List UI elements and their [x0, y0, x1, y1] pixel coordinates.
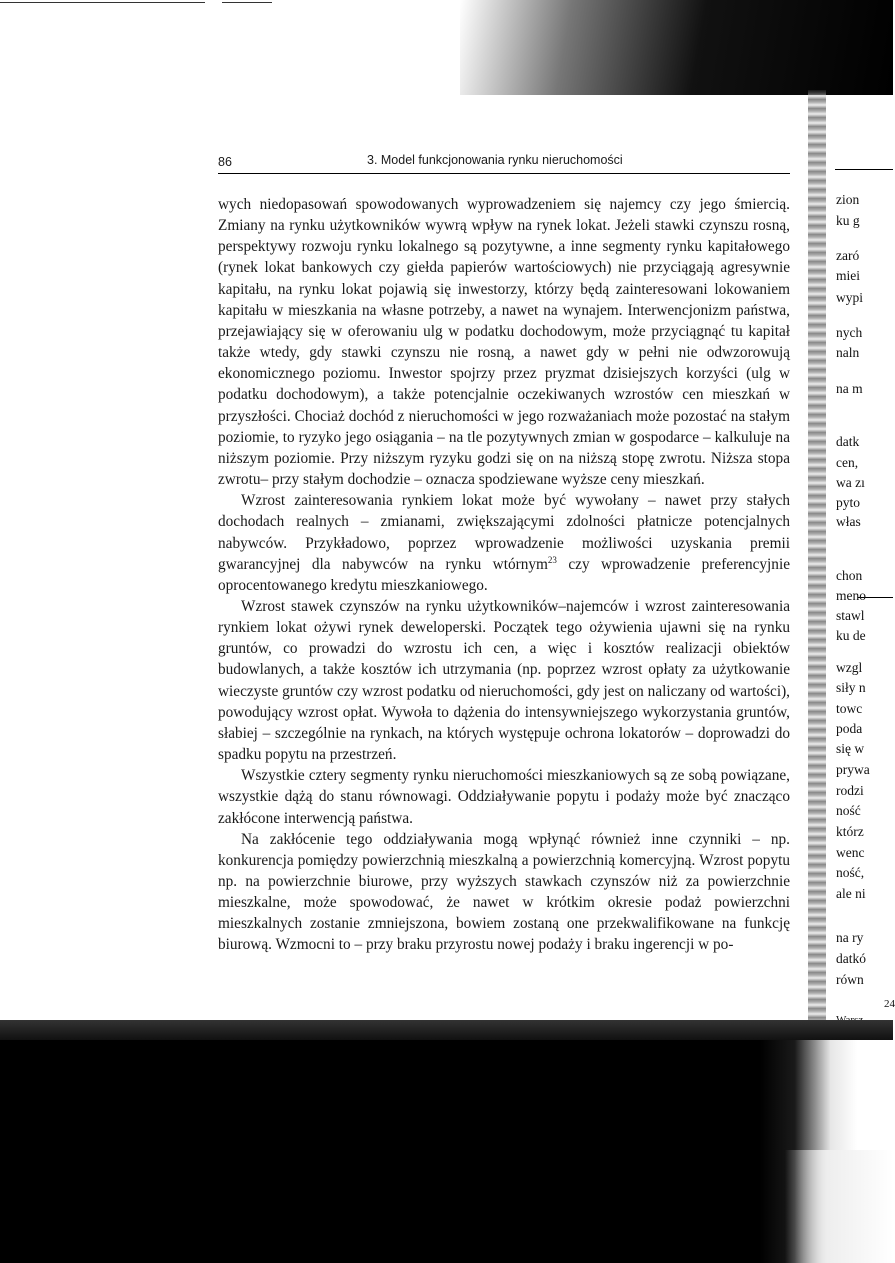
right-page-line: cen,: [836, 455, 859, 470]
right-page-line: siły n: [836, 680, 866, 695]
paragraph: Wzrost stawek czynszów na rynku użytkowników–najemców i wzrost zainteresowania rynkiem lokat ożywi rynek deweloperski. Początek tego ożywienia ujawni się na rynku gruntów, co prowadzi do wzrostu ich cen, a więc i kosztów realizacji obiektów budowlanych, a także kosztów ich utrzymania (np. poprzez wzrost opłaty za użytkowanie wieczyste gruntów czy wzrost podatku od nieruchomości, gdy jest on naliczany od wartości), powodujący wzrost opłat. Wywoła to dążenia do intensywniejszego wykorzystania gruntów, słabiej – szczególnie na rynkach, na których występuje ochrona lokatorów – doprowadzi do spadku popytu na przestrzeń.: [218, 597, 790, 764]
right-page-line: wzgl: [836, 660, 863, 675]
right-page-line: ność,: [836, 865, 865, 880]
right-page-line: naln: [836, 345, 860, 360]
paragraph: Na zakłócenie tego oddziaływania mogą wpłynąć również inne czynniki – np. konkurencja pomiędzy powierzchnią mieszkalną a powierzchnią komercyjną. Wzrost popytu np. na powierzchnie biurowe, przy wyższych stawkach czynszów niż za powierzchnie mieszkalne, może spowodować, że nawet w krótkim okresie podaż powierzchni mieszkalnych zostanie zmniejszona, bowiem zostaną one przekwalifikowane na funkcję biurową. Wzmocni to – przy braku przyrostu nowej podaży i braku ingerencji w po-: [218, 830, 790, 954]
paragraph: wych niedopasowań spowodowanych wyprowadzeniem się najemcy czy jego śmiercią. Zmiany na rynku użytkowników wywrą wpływ na rynek lokat. Jeżeli stawki czynszu rosną, perspektywy rozwoju rynku lokalnego są pozytywne, a inne segmenty rynku kapitałowego (rynek lokat bankowych czy giełda papierów wartościowych) nie przyciągają agresywnie kapitału, na rynku lokat pojawią się inwestorzy, którzy będą zainteresowani lokowaniem kapitału w mieszkania na własne potrzeby, a nawet na wynajem. Interwencjonizm państwa, przejawiający się w oferowaniu ulg w podatku dochodowym, może przyciągnąć tu kapitał także wtedy, gdy stawki czynszu nie rosną, a nawet gdy w pełni nie odwzorowują ekonomicznego poziomu. Inwestor spojrzy przez pryzmat dzisiejszych korzyści (ulg w podatku dochodowym), a także potencjalnie oczekiwanych wzrostów cen mieszkań w przyszłości. Chociaż dochód z nieruchomości w jego rozważaniach może pozostać na stałym poziomie, to ryzyko jego osiągania – na tle pozytywnych zmian w gospodarce – kalkuluje na niższym poziomie. Przy niższym ryzyku godzi się on na niższą stopę zwrotu. Niższa stopa zwrotu– przy stałym dochodzie – oznacza spodziewane wyższe ceny mieszkań.: [218, 196, 790, 489]
right-page-line: wenc: [836, 845, 865, 860]
paragraph-text: czy wprowadzenie preferencyjnie oprocentowanego kredytu mieszkaniowego.: [218, 555, 790, 594]
right-page-line: równ: [836, 972, 864, 987]
scan-shadow-top: [460, 0, 893, 95]
right-page-line: datkó: [836, 951, 866, 966]
right-page-line: się w: [836, 741, 865, 756]
right-page-line: ność: [836, 803, 861, 818]
right-page-line: towc: [836, 701, 863, 716]
right-page-line: włas: [836, 514, 861, 529]
right-page-line: wa zı: [836, 475, 865, 490]
page-number: 86: [218, 155, 232, 169]
footnote-ref[interactable]: 23: [547, 554, 557, 565]
right-page-line: nych: [836, 325, 863, 340]
header-rule: [218, 173, 790, 174]
right-page-line: ku g: [836, 213, 860, 228]
right-page-line: zion: [836, 192, 860, 207]
right-page-line: chon: [836, 568, 863, 583]
scan-edge-line: [222, 2, 272, 3]
right-page-line: poda: [836, 721, 863, 736]
right-page-line: na ry: [836, 930, 864, 945]
right-page-line: miei: [836, 268, 860, 283]
paragraph: [218, 490, 790, 596]
scan-edge-line: [0, 2, 205, 3]
book-gutter: [808, 90, 826, 1030]
right-page-line: wypi: [836, 290, 863, 305]
right-page-footnote-number: 24: [884, 998, 895, 1010]
right-page-line: ale ni: [836, 886, 866, 901]
right-page-line: stawl: [836, 608, 865, 623]
running-title: 3. Model funkcjonowania rynku nieruchomości: [367, 153, 623, 167]
right-page-line: prywa: [836, 762, 870, 777]
book-page: [218, 150, 790, 954]
scan-light-corner: [785, 1150, 893, 1263]
right-page-line: pyto: [836, 495, 861, 510]
body-text: [218, 194, 790, 956]
page-header: [218, 150, 790, 170]
right-page-line: którz: [836, 824, 864, 839]
scan-shadow-bottom-fade: [0, 1040, 893, 1263]
right-page-line: na m: [836, 381, 863, 396]
right-page-line: datk: [836, 434, 860, 449]
right-page-line: meno: [836, 588, 866, 603]
paragraph: Wszystkie cztery segmenty rynku nieruchomości mieszkaniowych są ze sobą powiązane, wszystkie dążą do stanu równowagi. Oddziaływanie popytu i podaży może być znacząco zakłócone interwencją państwa.: [218, 767, 790, 827]
right-page-header-rule: [835, 169, 893, 170]
right-page-line: zaró: [836, 248, 860, 263]
right-page-line: ku de: [836, 628, 866, 643]
paragraph-text: Wzrost zainteresowania rynkiem lokat może być wywołany – nawet przy stałych dochodach realnych – zmianami, zwiększającymi zdolności płatnicze potencjalnych nabywców. Przykładowo, poprzez wprowadzenie możliwości uzyskania premii gwarancyjnej dla nabywców na rynku wtórnym: [218, 492, 790, 573]
right-page-line: rodzi: [836, 783, 864, 798]
